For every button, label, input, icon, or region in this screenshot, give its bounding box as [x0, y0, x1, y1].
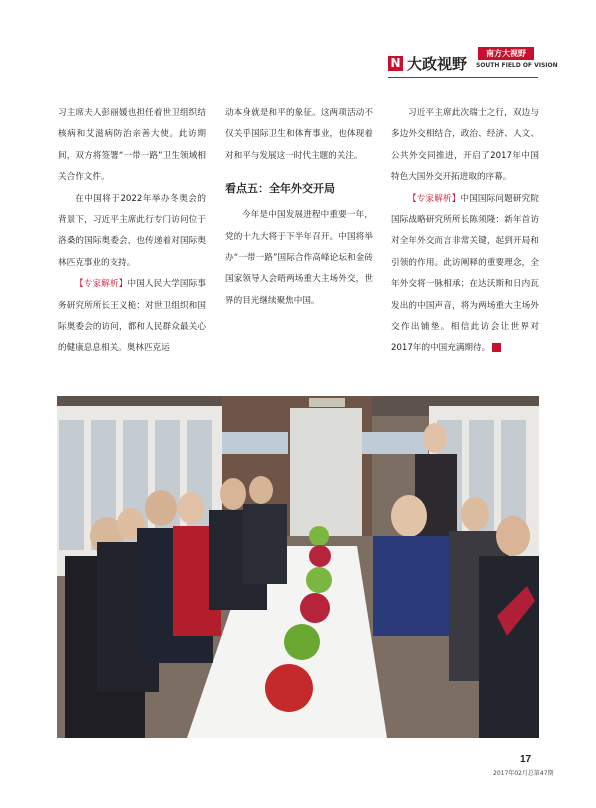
paragraph	[58, 274, 206, 360]
paragraph-text: 中国人民大学国际事务研究所所长王义桅：对世卫组织和国际奥委会的访问，都和人民群众最关心的健康息息相关。奥林匹克运	[58, 279, 206, 354]
paragraph-text: 中国国际问题研究院国际战略研究所所长陈须隆：新年首访对全年外交而言非常关键，起到开局和引领的作用。此访阐释的重要理念，全年外交将一脉相承；在达沃斯和日内瓦发出的中国声音，将为两场重大主场外交作出铺垫。相信此访会让世界对2017年的中国充满期待。	[391, 193, 539, 354]
masthead	[388, 44, 558, 78]
text-column-3	[391, 103, 539, 360]
meeting-photo	[57, 396, 539, 738]
text-column-1	[58, 103, 206, 360]
issue-info: 2017年02月总第47期	[493, 770, 554, 777]
paragraph: 今年是中国发展进程中重要一年，党的十九大将于下半年召开。中国将举办“一带一路”国际合作高峰论坛和金砖国家领导人会晤两场重大主场外交，世界的目光继续聚焦中国。	[225, 210, 373, 306]
meeting-photo-illustration	[57, 396, 539, 738]
brand-tag: 南方大视野	[478, 47, 534, 60]
paragraph: 在中国将于2022年举办冬奥会的背景下，习近平主席此行专门访问位于洛桑的国际奥委会，也传递着对国际奥林匹克事业的支持。	[58, 193, 206, 268]
expert-label: 【专家解析】	[408, 193, 461, 204]
end-mark-icon: N	[492, 343, 501, 352]
page-number: 17	[520, 754, 532, 765]
brand-logo-icon: N	[388, 56, 403, 71]
header-divider	[388, 77, 538, 78]
expert-label: 【专家解析】	[75, 279, 128, 290]
paragraph: 动本身就是和平的象征。这两项活动不仅关乎国际卫生和体育事业，也体现着对和平与发展这一时代主题的关注。	[225, 108, 373, 161]
brand-title: 大政视野	[407, 55, 468, 73]
section-heading: 看点五：全年外交开局	[225, 182, 335, 196]
text-column-2	[225, 103, 373, 312]
brand-subtitle: SOUTH FIELD OF VISION	[476, 62, 558, 69]
paragraph: 习主席夫人彭丽媛也担任着世卫组织结核病和艾滋病防治亲善大使。此访期间，双方将签署“一带一路”卫生领域相关合作文件。	[58, 108, 206, 183]
paragraph	[391, 189, 539, 360]
paragraph: 习近平主席此次瑞士之行，双边与多边外交相结合，政治、经济、人文、公共外交同推进，开启了2017年中国特色大国外交开拓进取的序幕。	[391, 108, 539, 183]
